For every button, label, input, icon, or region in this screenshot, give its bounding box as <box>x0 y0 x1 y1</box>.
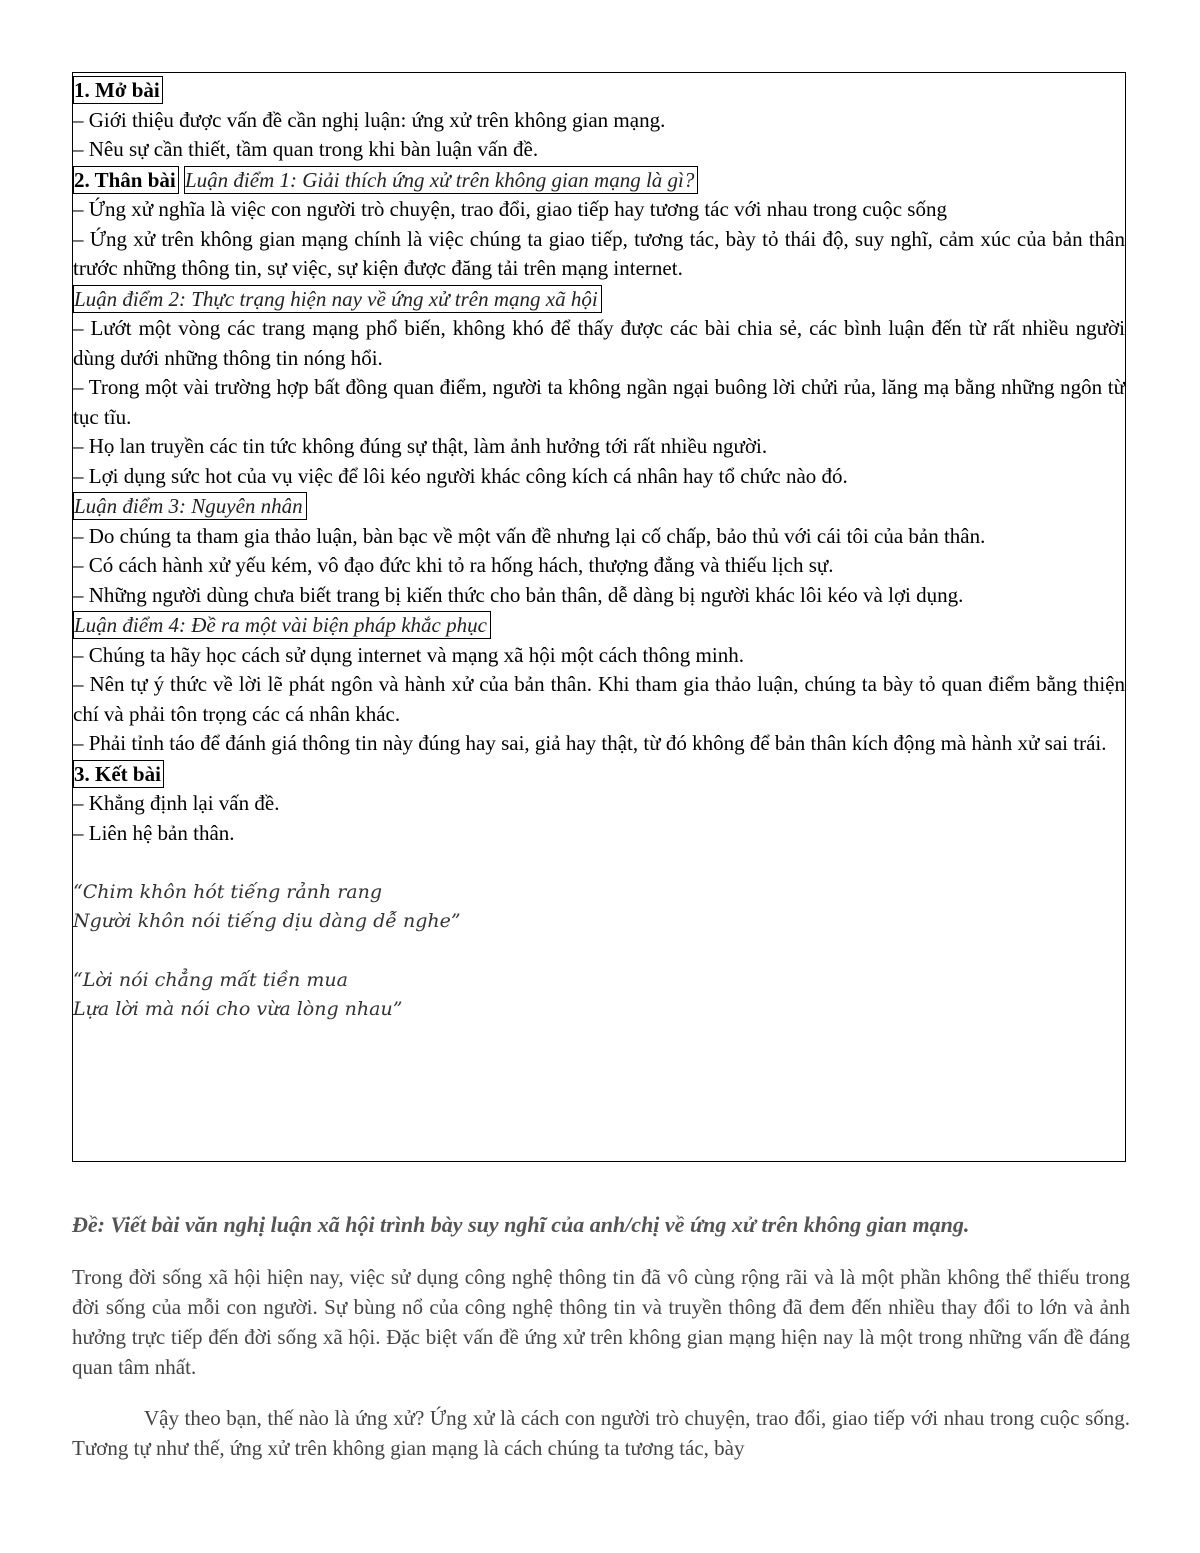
spacer <box>73 848 1125 878</box>
point-3-title: Luận điểm 3: Nguyên nhân <box>73 492 307 520</box>
point-2-line: – Lướt một vòng các trang mạng phổ biến, không khó để thấy được các bài chia sẻ, các bình luận đến từ rất nhiều người dùng dưới những thông tin nóng hổi. <box>73 316 1125 370</box>
point-2-title: Luận điểm 2: Thực trạng hiện nay về ứng xử trên mạng xã hội <box>73 285 602 313</box>
point-1-title: Luận điểm 1: Giải thích ứng xử trên không gian mạng là gì? <box>184 166 698 194</box>
poem-line: “Lời nói chẳng mất tiền mua <box>73 969 348 991</box>
point-3-line: – Có cách hành xử yếu kém, vô đạo đức khi tỏ ra hống hách, thượng đẳng và thiếu lịch sự. <box>73 553 834 577</box>
conclusion-heading: 3. Kết bài <box>73 760 164 788</box>
point-1-line: – Ứng xử trên không gian mạng chính là việc chúng ta giao tiếp, tương tác, bày tỏ thái độ, suy nghĩ, cảm xúc của bản thân trước những thông tin, sự việc, sự kiện được đăng tải trên mạng internet. <box>73 226 1125 280</box>
point-2-line: – Trong một vài trường hợp bất đồng quan điểm, người ta không ngần ngại buông lời chửi rủa, lăng mạ bằng những ngôn từ tục tĩu. <box>73 375 1125 429</box>
outline-box <box>72 72 1126 1162</box>
essay-paragraph-1 <box>72 1262 1130 1382</box>
essay-title: Đề: Viết bài văn nghị luận xã hội trình bày suy nghĩ của anh/chị về ứng xử trên không gian mạng. <box>72 1212 970 1237</box>
point-4-line: – Chúng ta hãy học cách sử dụng internet và mạng xã hội một cách thông minh. <box>73 642 744 667</box>
conclusion-line: – Liên hệ bản thân. <box>73 820 235 845</box>
point-4-line: – Nên tự ý thức về lời lẽ phát ngôn và hành xử của bản thân. Khi tham gia thảo luận, chúng ta bày tỏ quan điểm bằng thiện chí và phải tôn trọng các cá nhân khác. <box>73 672 1125 726</box>
paragraph-text: Vậy theo bạn, thế nào là ứng xử? Ứng xử là cách con người trò chuyện, trao đổi, giao tiếp với nhau trong cuộc sống. Tương tự như thế, ứng xử trên không gian mạng là cách chúng ta tương tác, bày <box>72 1406 1130 1460</box>
intro-line: – Nêu sự cần thiết, tầm quan trong khi bàn luận vấn đề. <box>73 137 539 161</box>
intro-heading: 1. Mở bài <box>73 76 163 104</box>
point-3-line: – Do chúng ta tham gia thảo luận, bàn bạc về một vấn đề nhưng lại cố chấp, bảo thủ với cái tôi của bản thân. <box>73 523 986 548</box>
paragraph-text: Trong đời sống xã hội hiện nay, việc sử dụng công nghệ thông tin đã vô cùng rộng rãi và là một phần không thể thiếu trong đời sống của mỗi con người. Sự bùng nổ của công nghệ thông tin và truyền thông đã đem đến nhiều thay đổi to lớn và ảnh hưởng trực tiếp đến đời sống xã hội. Đặc biệt vấn đề ứng xử trên không gian mạng hiện nay là một trong những vấn đề đáng quan tâm nhất. <box>72 1265 1130 1379</box>
point-4-line: – Phải tỉnh táo để đánh giá thông tin này đúng hay sai, giả hay thật, từ đó không để bản thân kích động mà hành xử sai trái. <box>73 731 1107 755</box>
poem-line: Người khôn nói tiếng dịu dàng dễ nghe” <box>73 910 461 932</box>
spacer <box>73 936 1125 966</box>
poem-line: “Chim khôn hót tiếng rảnh rang <box>73 881 383 903</box>
point-4-title: Luận điểm 4: Đề ra một vài biện pháp khắc phục <box>73 611 491 639</box>
conclusion-line: – Khẳng định lại vấn đề. <box>73 791 280 815</box>
poem-line: Lựa lời mà nói cho vừa lòng nhau” <box>73 998 403 1020</box>
intro-line: – Giới thiệu được vấn đề cần nghị luận: ứng xử trên không gian mạng. <box>73 107 666 132</box>
point-2-line: – Họ lan truyền các tin tức không đúng sự thật, làm ảnh hưởng tới rất nhiều người. <box>73 434 768 458</box>
point-1-line: – Ứng xử nghĩa là việc con người trò chuyện, trao đổi, giao tiếp hay tương tác với nhau trong cuộc sống <box>73 197 947 221</box>
essay-paragraph-2 <box>72 1403 1130 1463</box>
body-heading: 2. Thân bài <box>73 166 179 194</box>
point-3-line: – Những người dùng chưa biết trang bị kiến thức cho bản thân, dễ dàng bị người khác lôi kéo và lợi dụng. <box>73 582 964 607</box>
point-2-line: – Lợi dụng sức hot của vụ việc để lôi kéo người khác công kích cá nhân hay tổ chức nào đó. <box>73 463 848 488</box>
